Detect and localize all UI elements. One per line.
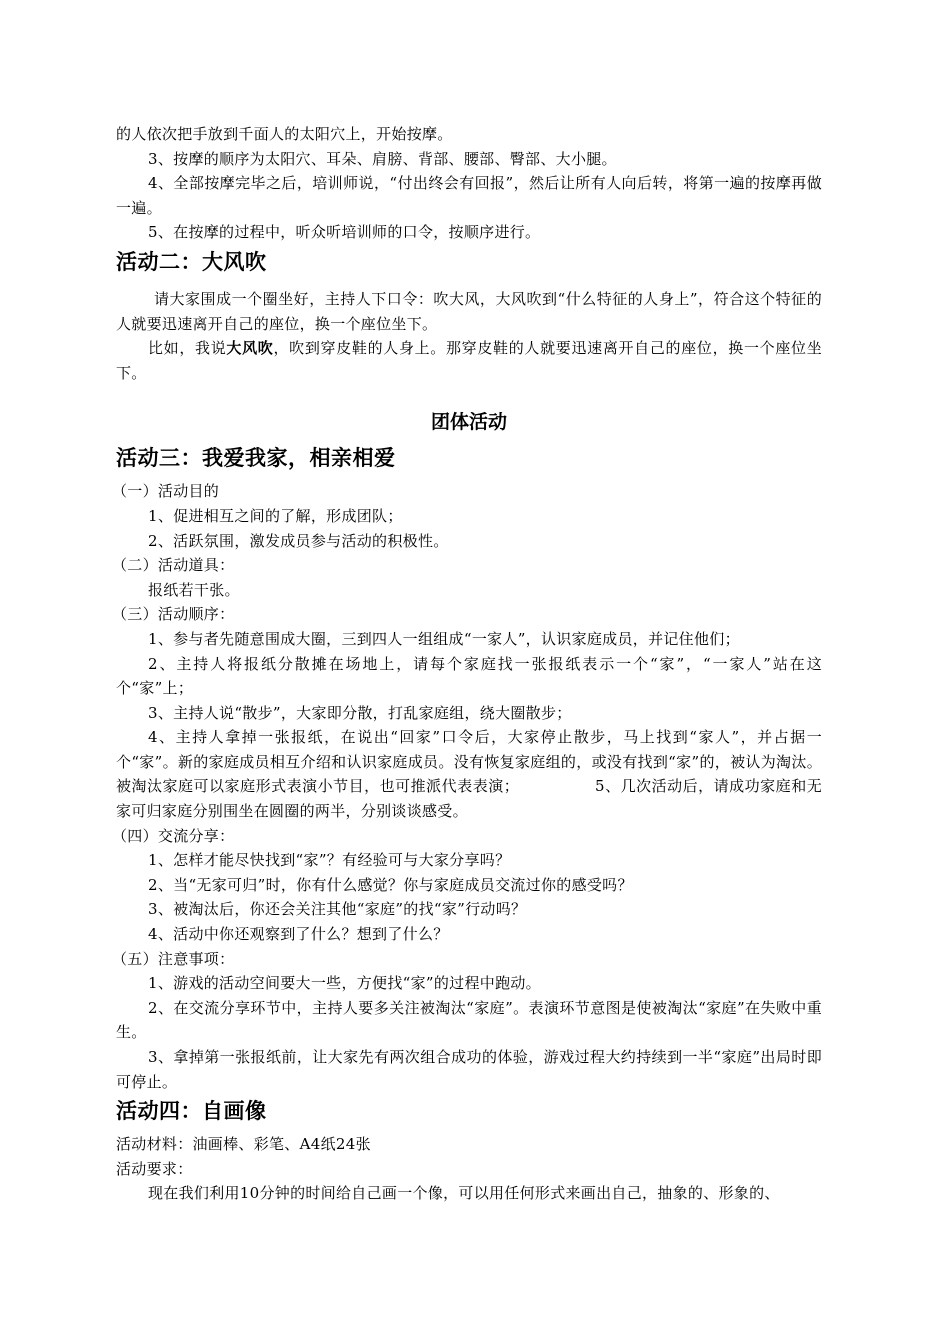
activity3-notes-2: 2、在交流分享环节中，主持人要多关注被淘汰“家庭”。表演环节意图是使被淘汰“家庭”在失败中重生。: [116, 998, 822, 1042]
activity4-materials: 活动材料：油画棒、彩笔、A4纸24张: [116, 1135, 371, 1154]
document-page: [112, 122, 822, 1206]
activity3-order-heading: （三）活动顺序：: [112, 605, 235, 624]
activity2-p2-bold: 大风吹: [226, 339, 274, 358]
activity3-order-3: 3、主持人说“散步”，大家即分散，打乱家庭组，绕大圈散步；: [148, 703, 572, 722]
activity2-title: 活动二：大风吹: [116, 249, 267, 274]
activity3-order-2: 2、主持人将报纸分散摊在场地上，请每个家庭找一张报纸表示一个“家”，“一家人”站在这个“家”上；: [116, 654, 822, 698]
activity4-requirements-heading: 活动要求：: [116, 1159, 193, 1178]
spacer: [116, 279, 822, 287]
activity3-share-1: 1、怎样才能尽快找到“家”？有经验可与大家分享吗？: [148, 851, 511, 870]
massage-step-5: 5、在按摩的过程中，听众听培训师的口令，按顺序进行。: [148, 223, 541, 242]
activity3-order-4: [116, 725, 822, 823]
activity3-notes-3: 3、拿掉第一张报纸前，让大家先有两次组合成功的体验，游戏过程大约持续到一半“家庭”出局时即可停止。: [116, 1048, 822, 1091]
activity3-title: 活动三：我爱我家，相亲相爱: [116, 446, 396, 471]
activity2-paragraph-1: 请大家围成一个圈坐好，主持人下口令：吹大风，大风吹到“什么特征的人身上”，符合这个特征的人就要迅速离开自己的座位，换一个座位坐下。: [116, 289, 822, 333]
activity3-order-1: 1、参与者先随意围成大圈，三到四人一组组成“一家人”，认识家庭成员，并记住他们；: [148, 629, 740, 648]
activity3-share-2: 2、当“无家可归”时，你有什么感觉？你与家庭成员交流过你的感受吗？: [148, 875, 633, 894]
activity3-notes-1: 1、游戏的活动空间要大一些，方便找“家”的过程中跑动。: [148, 974, 541, 993]
activity2-p2-start: 比如，我说: [148, 339, 227, 358]
activity3-props-heading: （二）活动道具：: [112, 556, 235, 575]
activity3-share-4: 4、活动中你还观察到了什么？想到了什么？: [148, 925, 449, 944]
massage-step-3: 3、按摩的顺序为太阳穴、耳朵、肩膀、背部、腰部、臀部、大小腿。: [148, 149, 617, 168]
activity3-order-5-text: 5、几次活动后，请成功家庭和无家可归家庭分别围坐在圆圈的两半，分别谈谈感受。: [116, 777, 822, 821]
activity3-goal-heading: （一）活动目的: [112, 482, 220, 501]
activity4-title: 活动四：自画像: [116, 1099, 267, 1124]
massage-step-4: 4、全部按摩完毕之后，培训师说，“付出终会有回报”，然后让所有人向后转，将第一遍的按摩再做一遍。: [116, 174, 822, 217]
activity4-requirements-1: 现在我们利用10分钟的时间给自己画一个像，可以用任何形式来画出自己，抽象的、形象的、: [148, 1184, 780, 1203]
activity2-p2-end: ，吹到穿皮鞋的人身上。那穿皮鞋的人就要迅速离开自己的座位，换一个座位坐下。: [116, 339, 822, 382]
section-title: 团体活动: [430, 411, 507, 434]
activity3-notes-heading: （五）注意事项：: [112, 949, 235, 968]
activity3-share-heading: （四）交流分享：: [112, 826, 235, 845]
activity3-props-1: 报纸若干张。: [148, 580, 240, 599]
spacer: [116, 385, 822, 407]
activity3-share-3: 3、被淘汰后，你还会关注其他“家庭”的找“家”行动吗？: [148, 900, 527, 919]
activity3-goal-2: 2、活跃氛围，激发成员参与活动的积极性。: [148, 531, 449, 550]
activity3-order-4-text: 4、主持人拿掉一张报纸，在说出“回家”口令后，大家停止散步，马上找到“家人”，并占据一个“家”。新的家庭成员相互介绍和认识家庭成员。没有恢复家庭组的，或没有找到“家”的，被认为淘汰。被淘汰家庭可以家庭形式表演小节目，也可推派代表表演；: [116, 728, 822, 796]
paragraph-continued: 的人依次把手放到千面人的太阳穴上，开始按摩。: [116, 125, 453, 143]
activity3-goal-1: 1、促进相互之间的了解，形成团队；: [148, 506, 403, 525]
activity2-paragraph-2: [116, 336, 822, 385]
